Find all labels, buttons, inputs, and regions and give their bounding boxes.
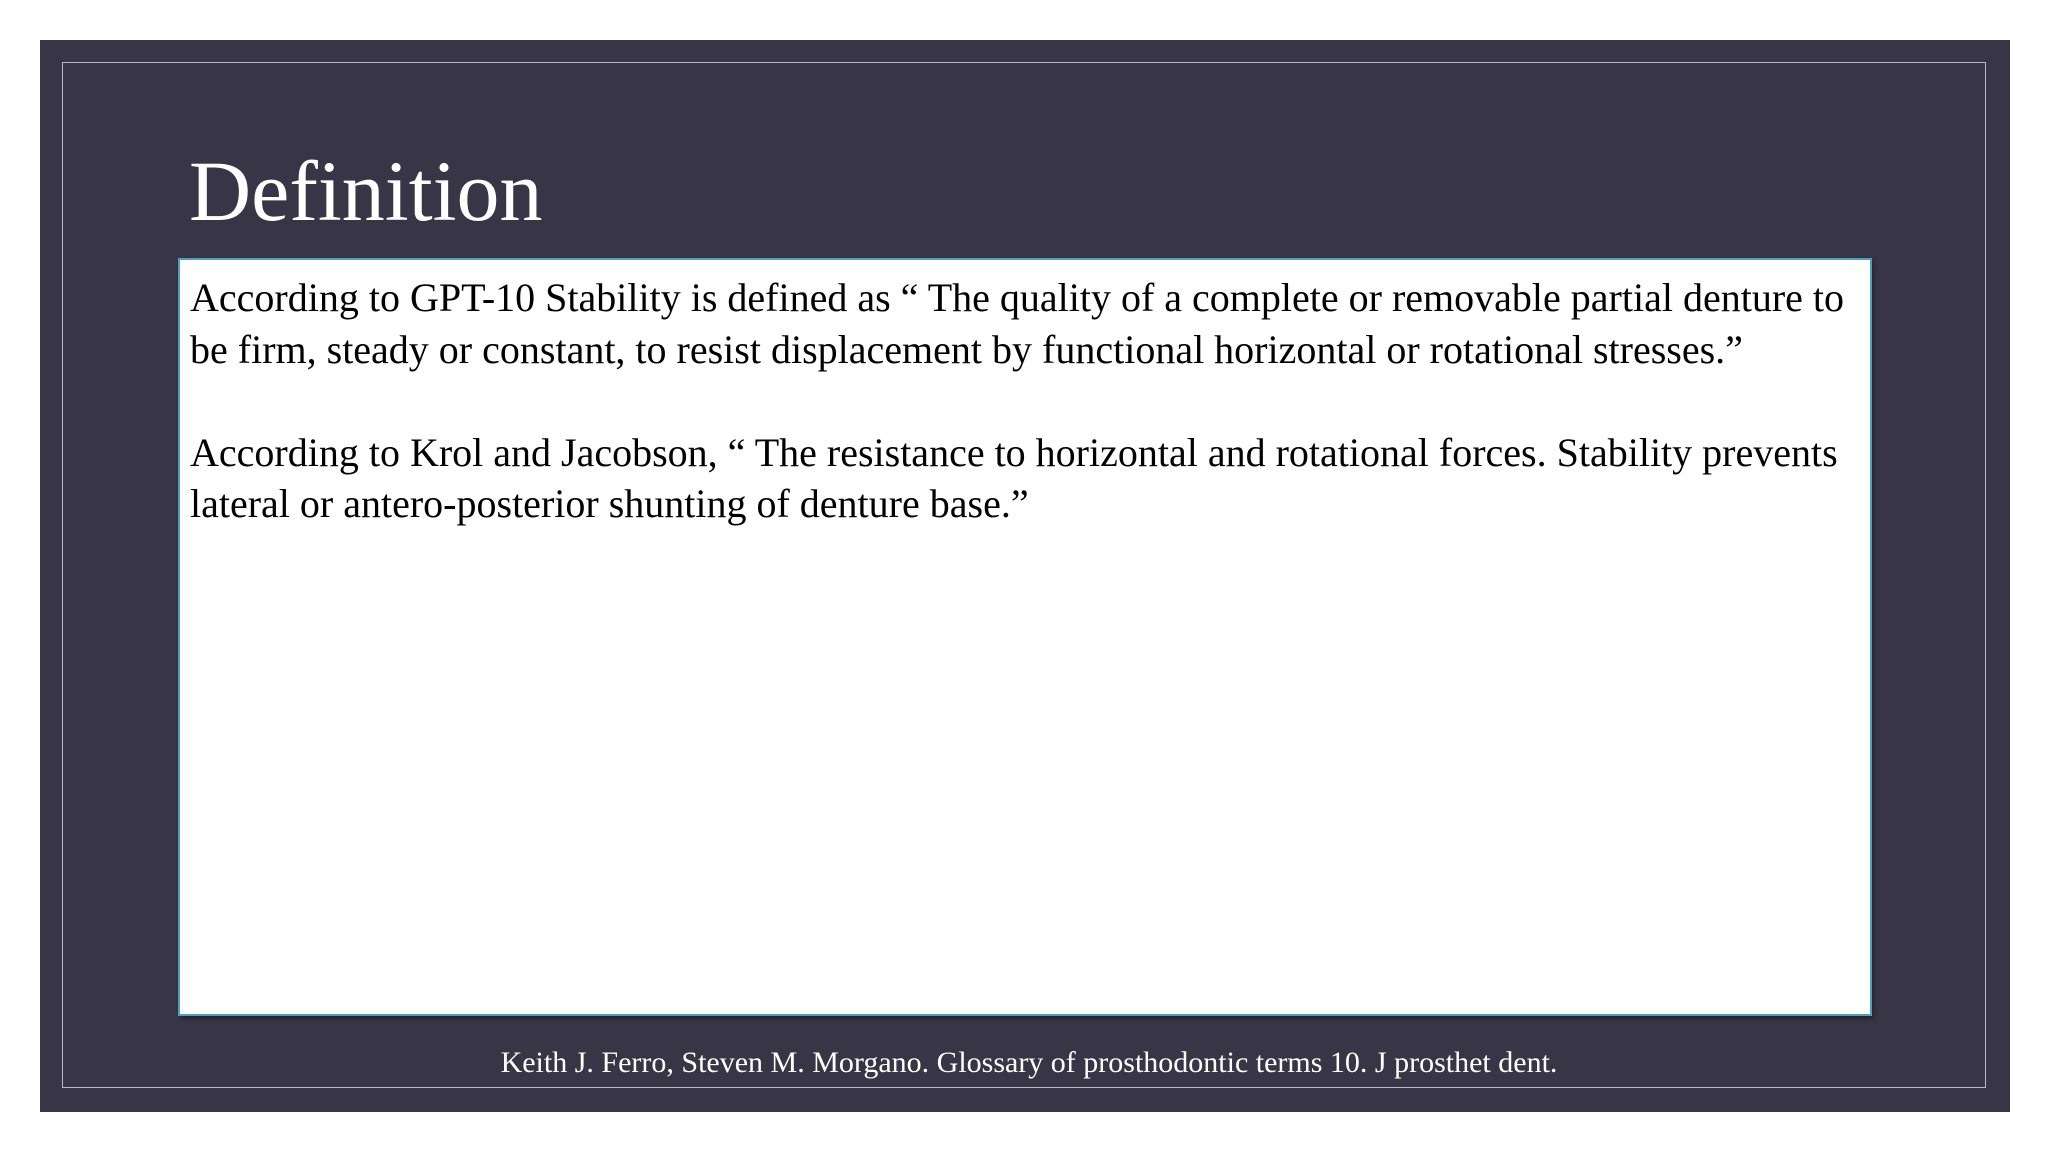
definition-paragraph-krol-jacobson: According to Krol and Jacobson, “ The resistance to horizontal and rotational forces. Stability prevents lateral or antero-posterior shunting of denture base.” (190, 429, 1838, 526)
definition-paragraph-gpt10: According to GPT-10 Stability is defined as “ The quality of a complete or removable partial denture to be firm, steady or constant, to resist displacement by functional horizontal or rotational stresses.” (190, 275, 1845, 372)
definition-text-box[interactable] (178, 258, 1872, 1016)
slide-title: Definition (189, 143, 543, 239)
slide (40, 40, 2010, 1112)
citation-footer: Keith J. Ferro, Steven M. Morgano. Glossary of prosthodontic terms 10. J prosthet dent. (500, 1046, 1558, 1079)
